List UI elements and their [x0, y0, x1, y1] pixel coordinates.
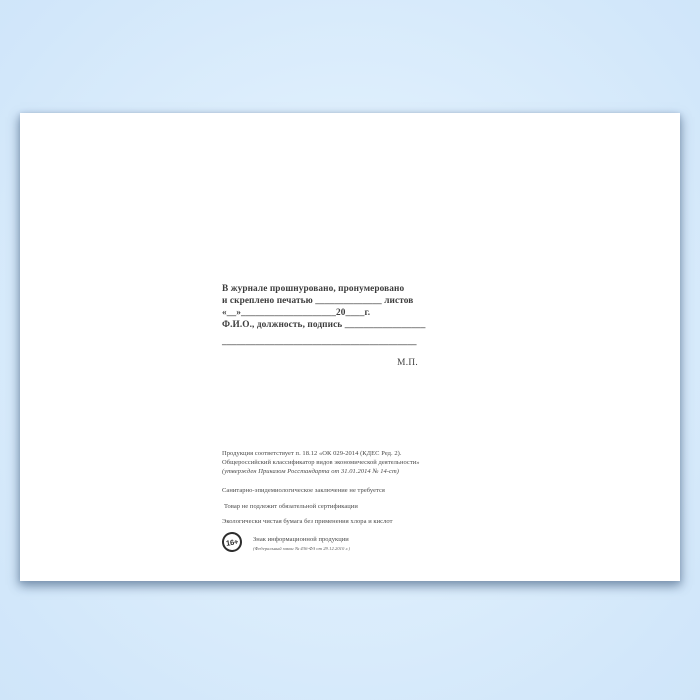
sanitary-statement: Санитарно-эпидемиологическое заключение не требуется [222, 487, 385, 494]
journal-back-cover-page [20, 113, 680, 581]
stamp-line-4-name-position: Ф.И.О., должность, подпись _________________ [222, 320, 426, 330]
standard-line-2: Общероссийский классификатор видов экономической деятельности» [222, 459, 420, 466]
compliance-info-block [222, 449, 420, 552]
stamp-line-1: В журнале прошнуровано, пронумеровано [222, 284, 405, 294]
age-mark-label: Знак информационной продукции [253, 536, 349, 543]
signature-underline: _________________________________________ [222, 337, 417, 347]
standard-line-3: (утвержден Приказом Росстандарта от 31.01.2014 № 14-ст) [222, 468, 399, 475]
age-mark-law-reference: (Федеральный закон № 436-ФЗ от 29.12.2010 г.) [253, 545, 351, 551]
eco-statement: Экологически чистая бумага без применения хлора и кислот [222, 518, 393, 525]
stamp-place-abbr: М.П. [397, 358, 418, 368]
age-rating-row [222, 532, 420, 552]
stamp-line-2: и скреплено печатью ______________ листов [222, 296, 414, 306]
binding-certification-block [222, 283, 434, 369]
age-mark-texts [253, 535, 350, 551]
certification-statement: Товар не подлежит обязательной сертификации [224, 503, 358, 510]
age-16plus-circle-icon: 16+ [221, 531, 244, 554]
standard-line-1: Продукция соответствует п. 18.12 «ОК 029-2014 (КДЕС Ред. 2). [222, 450, 402, 457]
stamp-line-3-date: «__»____________________20____г. [222, 308, 371, 318]
